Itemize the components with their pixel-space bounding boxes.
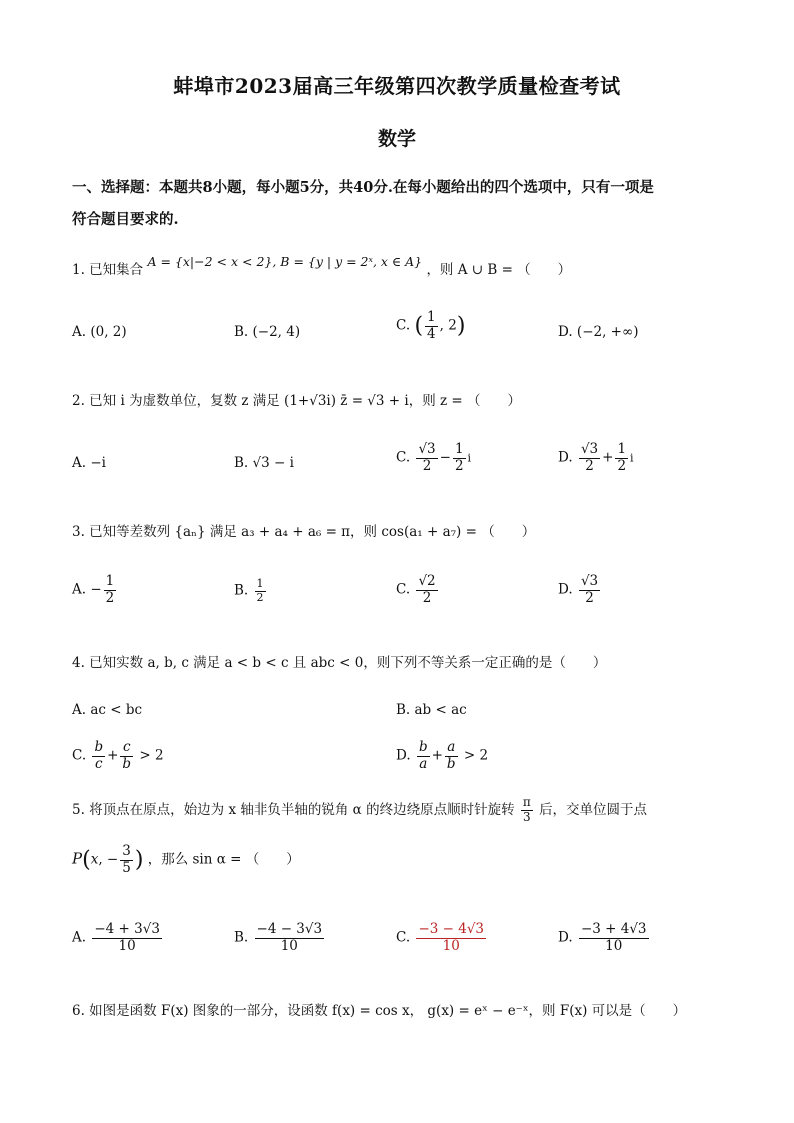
q4-option-c[interactable]: C. $\frac{b}{c}$ + $\frac{c}{b}$ > 2 (72, 739, 164, 772)
q5-option-d-label: D. (558, 929, 573, 946)
q1-stem-suffix: ，则 A ∪ B = （ ） (426, 262, 572, 278)
q5-stem-suffix: ，那么 sin α = （ ） (147, 851, 300, 868)
q2-option-b[interactable]: B. √3 − i (234, 455, 294, 471)
q3-option-b-label: B. (234, 582, 249, 599)
q3-d-frac: $\frac{√3}{2}$ (580, 573, 599, 606)
q3-option-b[interactable] (234, 578, 268, 604)
q1-stem-prefix: 1. 已知集合 (72, 262, 144, 278)
q1-expression: A = {x|−2 < x < 2}, B = {y | y = 2ˣ, x ∈ A} (147, 254, 423, 269)
q2-option-d[interactable]: D. $\frac{√3}{2}$ + $\frac{1}{2}$ i (558, 441, 634, 474)
question-1-stem (72, 254, 572, 278)
q3-option-d-label: D. (558, 581, 573, 598)
q2-option-d-label: D. (558, 449, 573, 466)
q5-b-frac: $\frac{-4 - 3√3}{10}$ (256, 921, 323, 954)
q2-option-c[interactable]: C. $\frac{√3}{2}$ − $\frac{1}{2}$ i (396, 441, 472, 474)
section-heading-line2: 符合题目要求的. (72, 211, 179, 228)
q3-option-a-label: A. − (72, 581, 102, 598)
q1-option-c-label: C. (396, 317, 411, 334)
q4-d-frac-2: $\frac{a}{b}$ (446, 739, 456, 772)
q5-option-b-label: B. (234, 929, 249, 946)
question-5-stem-line2: P(x, − $\frac{3}{5}$ ) ，那么 sin α = （ ） (72, 843, 300, 876)
section-heading-line1: 一、选择题：本题共8小题，每小题5分，共40分.在每小题给出的四个选项中，只有一项是 (72, 179, 654, 196)
q5-d-frac: $\frac{-3 + 4√3}{10}$ (580, 921, 647, 954)
question-6-stem: 6. 如图是函数 F(x) 图象的一部分，设函数 f(x) = cos x， g(x) = eˣ − e⁻ˣ，则 F(x) 可以是（ ） (72, 1003, 687, 1019)
subject-heading: 数学 (377, 128, 416, 150)
q2-d-frac-1: $\frac{√3}{2}$ (580, 441, 599, 474)
q2-c-frac-1: $\frac{√3}{2}$ (418, 441, 436, 474)
q3-option-d[interactable] (558, 574, 602, 606)
q2-c-frac-2: $\frac{1}{2}$ (454, 441, 464, 474)
q4-option-a[interactable]: A. ac < bc (72, 702, 143, 718)
q1-option-a[interactable]: A. (0, 2) (72, 324, 127, 340)
q2-option-a[interactable]: A. −i (72, 455, 106, 471)
q4-d-frac-1: $\frac{b}{a}$ (418, 739, 428, 772)
q1-option-d[interactable]: D. (−2, +∞) (558, 324, 639, 340)
q5-pi-over-3: $\frac{\pi}{3}$ (522, 795, 531, 824)
q1-option-c-fraction: $\frac{1}{4}$ (427, 309, 436, 342)
q5-option-b[interactable] (234, 922, 326, 954)
q4-option-d[interactable]: D. $\frac{b}{a}$ + $\frac{a}{b}$ > 2 (396, 739, 489, 772)
q3-option-a[interactable] (72, 574, 118, 606)
q5-option-a[interactable] (72, 922, 164, 954)
q3-a-frac: $\frac{1}{2}$ (105, 573, 115, 606)
q5-option-c-label: C. (396, 929, 411, 946)
q4-c-frac-1: $\frac{b}{c}$ (94, 739, 104, 772)
q4-c-frac-2: $\frac{c}{b}$ (122, 739, 132, 772)
q5-a-frac: $\frac{-4 + 3√3}{10}$ (94, 921, 160, 954)
q4-option-c-label: C. (72, 747, 87, 764)
q3-b-frac: $\frac{1}{2}$ (256, 577, 264, 604)
question-3-stem: 3. 已知等差数列 {aₙ} 满足 a₃ + a₄ + a₆ = π，则 cos(a₁ + a₇) = （ ） (72, 524, 536, 540)
q1-option-b[interactable]: B. (−2, 4) (234, 324, 301, 340)
q5-option-a-label: A. (72, 929, 87, 946)
q5-point-frac: $\frac{3}{5}$ (122, 843, 131, 876)
q5-c-frac: $\frac{-3 - 4√3}{10}$ (418, 921, 485, 954)
page-title: 蚌埠市2023届高三年级第四次教学质量检查考试 (173, 74, 621, 98)
q4-option-b[interactable]: B. ab < ac (396, 702, 467, 718)
q3-option-c-label: C. (396, 581, 411, 598)
q2-d-frac-2: $\frac{1}{2}$ (617, 441, 627, 474)
question-2-stem: 2. 已知 i 为虚数单位，复数 z 满足 (1+√3i) z̄ = √3 + i，则 z = （ ） (72, 393, 521, 409)
q3-c-frac: $\frac{√2}{2}$ (418, 573, 436, 606)
q5-option-d[interactable] (558, 922, 651, 954)
q4-option-d-label: D. (396, 747, 411, 764)
q2-option-c-label: C. (396, 449, 411, 466)
question-5-stem-line1 (72, 796, 647, 825)
q1-option-c[interactable]: C. ( $\frac{1}{4}$ , 2) (396, 309, 466, 342)
q5-option-c[interactable] (396, 922, 488, 954)
q5-stem-prefix: 5. 将顶点在原点，始边为 x 轴非负半轴的锐角 α 的终边绕原点顺时针旋转 (72, 801, 515, 818)
q3-option-c[interactable] (396, 574, 440, 606)
q5-stem-middle: 后，交单位圆于点 (539, 801, 648, 818)
question-4-stem: 4. 已知实数 a, b, c 满足 a < b < c 且 abc < 0，则下列不等关系一定正确的是（ ） (72, 655, 607, 671)
